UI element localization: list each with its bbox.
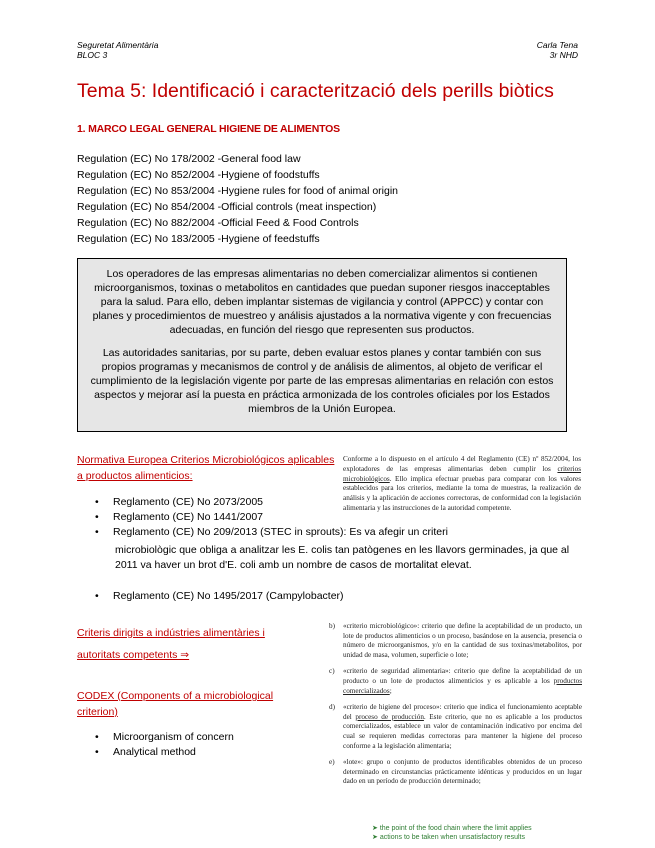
regulation-list [77,151,398,247]
definition-link[interactable]: productos comercializados [343,676,582,695]
definition-label: c) [329,667,335,676]
bullet-item: • Analytical method [95,745,234,760]
definition-item [329,703,582,751]
section-heading-1: 1. MARCO LEGAL GENERAL HIGIENE DE ALIMENTOS [77,123,340,135]
definition-item [329,667,582,696]
header-course: 3r NHD [549,50,578,60]
definition-text: «criterio microbiológico»: criterio que define la aceptabilidad de un producto, un lote de productos alimenticios o un proceso, basándose en la ausencia, presencia o número de microorganismos, y/o en la cantidad de sus toxinas/metabolitos, por unidad de masa, volumen, superficie o lote; [343,622,582,659]
definition-label: e) [329,758,335,767]
summary-box [77,258,567,432]
regulation-item: Regulation (EC) No 852/2004 -Hygiene of foodstuffs [77,169,320,181]
definition-link[interactable]: proceso de producción [355,712,424,721]
header-block: BLOC 3 [77,50,108,60]
definition-text-end: ; [389,686,392,695]
criteris-link[interactable]: Criteris dirigits a indústries alimentàries i autoritats competents ⇒ [77,627,265,661]
regulation-item: Regulation (EC) No 178/2002 -General food law [77,153,301,165]
normativa-link[interactable]: Normativa Europea Criterios Microbiológicos aplicables a productos alimenticios: [77,454,335,482]
definition-text-end: . Este criterio, que no es aplicable a los productos comercializados, establece un valor de contaminación indicativo por encima del cual se requieren medidas correctoras para mantener la higiene del proceso conforme a la legislación alimentaria; [343,712,583,750]
definition-text [343,667,582,696]
bullet-item: • Reglamento (CE) No 209/2013 (STEC in sprouts): Es va afegir un criteri [95,525,448,540]
regulation-item: Regulation (EC) No 183/2005 -Hygiene of feedstuffs [77,233,320,245]
green-note-item [372,825,532,834]
quote-text-start: Conforme a lo dispuesto en el artículo 4 del Reglamento (CE) nº 852/2004, los explotadores de las empresas alimentarias deben cumplir los [343,455,581,473]
definitions-snippet [329,622,582,794]
header-right [537,40,578,60]
definition-text [343,703,582,751]
summary-paragraph-operators: Los operadores de las empresas alimentarias no deben comercializar alimentos si contienen microorganismos, toxinas o metabolitos en cantidades que puedan suponer riesgos inacceptables para la salud. Para ello, deben implantar sistemas de vigilancia y control (APPCC) y contar con planes y procedimientos de muestreo y análisis ajustados a la normativa vigente y con frecuencias adecuadas, en función del riesgo que representen sus productos. [92,268,552,336]
codex-bullet-list [95,730,234,760]
definition-item [329,758,582,787]
definition-text: «lote»: grupo o conjunto de productos identificables obtenidos de un proceso determinado en circunstancias prácticamente idénticas y producidos en un lugar dado en un período de producción determinado; [343,758,582,786]
green-note-text: the point of the food chain where the limit applies [379,825,532,832]
regulation-bullet-list [95,495,448,540]
definition-text-start: «criterio de seguridad alimentaria»: criterio que define la aceptabilidad de un producto o un lote de productos alimenticios y es aplicable a los [343,667,582,685]
codex-green-notes [372,825,532,842]
green-note-text: actions to be taken when unsatisfactory results [379,833,525,841]
page-title: Tema 5: Identificació i caracterització dels perills biòtics [77,80,554,102]
bullet-item: • Microorganism of concern [95,730,234,745]
definition-text-start: «criterio de higiene del proceso»: criterio que indica el funcionamiento aceptable del [343,703,582,721]
header-subject: Seguretat Alimentària [77,40,159,50]
quote-text-end: . Ello implica efectuar pruebas para comparar con los valores establecidos para los criterios, mediante la toma de muestras, la realización de análisis y la aplicación de acciones correctoras, de conformidad con la legislación alimentaria y las instrucciones de la autoridad competente. [343,474,581,512]
bullet-item: • Reglamento (CE) No 1495/2017 (Campylobacter) [95,589,344,604]
regulation-item: Regulation (EC) No 853/2004 -Hygiene rules for food of animal origin [77,185,399,197]
arrow-icon: ➤ [372,825,378,832]
bullet-item: • Reglamento (CE) No 2073/2005 [95,495,448,510]
definition-item [329,622,582,660]
arrow-icon: ➤ [372,833,378,841]
bullet-note-stec: microbiològic que obliga a analitzar les E. colis tan patògenes en les llavors germinades, ja que al 2011 va haver un brot d'E. coli amb un nombre de casos de mortalitat elevat. [115,544,570,571]
green-note-item [372,834,532,843]
regulation-item: Regulation (EC) No 882/2004 -Official Feed & Food Controls [77,217,359,229]
bullet-list-continued [95,589,344,604]
header-left [77,40,158,60]
quote-link-criterios[interactable]: criterios microbiológicos [343,464,581,483]
codex-link[interactable]: CODEX (Components of a microbiological criterion) [77,690,274,718]
definition-label: b) [329,622,335,630]
definition-label: d) [329,703,335,712]
summary-paragraph-authorities: Las autoridades sanitarias, por su parte, deben evaluar estos planes y contar también con sus propios programas y mecanismos de control y de análisis de alimentos, al objeto de verificar el cumplimiento de la legislación vigente por parte de las empresas alimentarias en relación con estos aspectos y mejorar así la puesta en práctica armonizada de los controles oficiales por los Estados miembros de la Unión Europea. [90,347,554,415]
regulation-item: Regulation (EC) No 854/2004 -Official controls (meat inspection) [77,201,377,213]
bullet-item: • Reglamento (CE) No 1441/2007 [95,510,448,525]
header-author: Carla Tena [536,40,578,50]
